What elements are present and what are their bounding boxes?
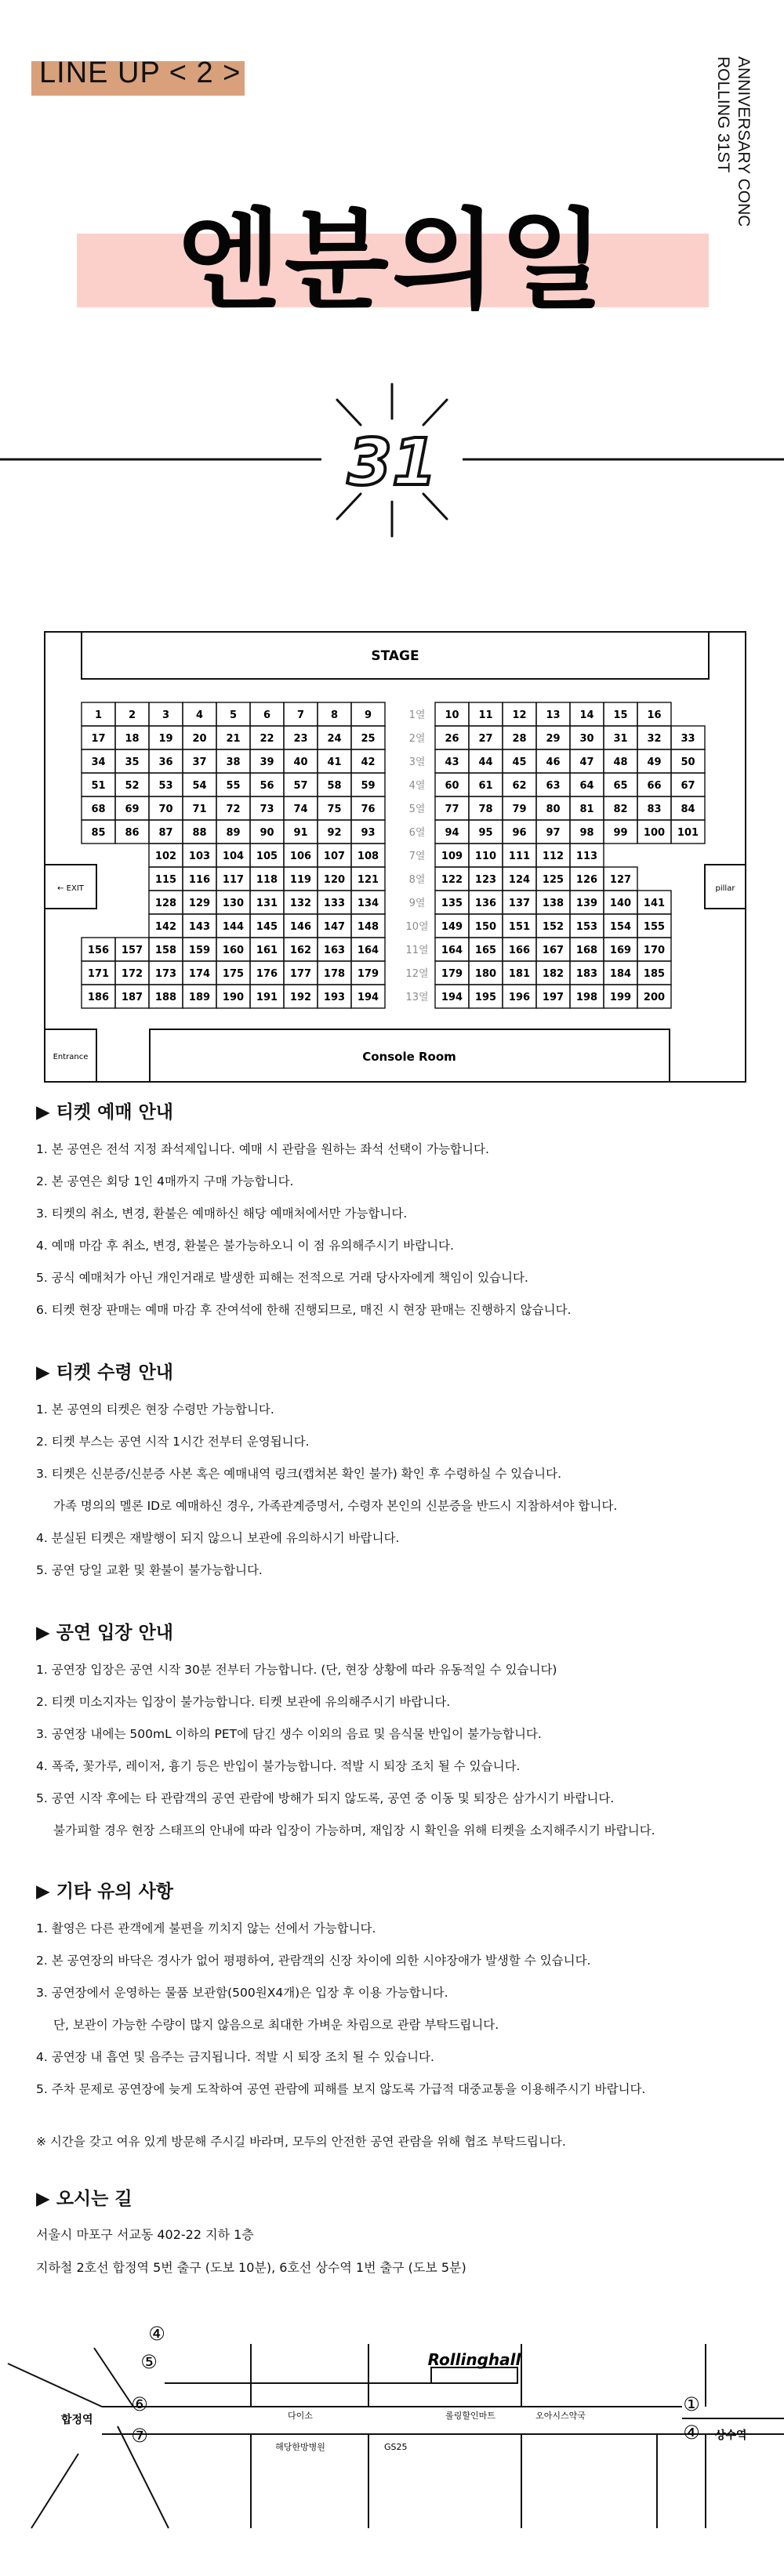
seat-number: 124 — [508, 874, 531, 886]
seat-number: 144 — [222, 921, 245, 933]
seat-number: 28 — [512, 733, 527, 745]
row-label: 12열 — [405, 968, 429, 980]
seat-number: 37 — [192, 756, 207, 768]
seat-number: 86 — [125, 827, 140, 839]
seat-number: 180 — [474, 968, 497, 980]
seat-number: 1 — [94, 709, 103, 721]
seat-number: 128 — [154, 898, 177, 909]
seat-number: 75 — [327, 804, 342, 815]
exit-label: ← EXIT — [57, 884, 84, 893]
seat-number: 135 — [441, 898, 463, 909]
seat-number: 74 — [293, 804, 308, 815]
seat-number: 30 — [579, 733, 594, 745]
seat-map — [44, 631, 746, 1083]
seat-number: 179 — [441, 968, 463, 980]
seat-number: 32 — [647, 733, 662, 745]
seat-number: 185 — [643, 968, 666, 980]
seat-number: 67 — [681, 780, 695, 792]
seat-number: 19 — [158, 733, 173, 745]
seat-number: 9 — [364, 709, 372, 721]
seat-number: 49 — [647, 756, 662, 768]
seat-number: 159 — [188, 945, 211, 956]
seat-number: 172 — [121, 968, 143, 980]
seat-number: 119 — [289, 874, 312, 886]
seat-number: 87 — [158, 827, 173, 839]
seat-number: 177 — [289, 968, 312, 980]
seat-number: 131 — [256, 898, 278, 909]
seat-number: 17 — [91, 733, 106, 745]
section-item: 1. 촬영은 다른 관객에게 불편을 끼치지 않는 선에서 가능합니다. — [36, 1921, 376, 1936]
seat-number: 99 — [613, 827, 628, 839]
seat-number: 183 — [575, 968, 598, 980]
seat-number: 56 — [260, 780, 274, 792]
seat-number: 24 — [327, 733, 342, 745]
section-item: 2. 본 공연장의 바닥은 경사가 없어 평평하여, 관람객의 신장 차이에 의한 시야장애가 발생할 수 있습니다. — [36, 1954, 591, 1968]
seat-number: 164 — [441, 945, 463, 956]
row-label: 8열 — [408, 874, 426, 886]
seat-number: 76 — [361, 804, 376, 815]
seat-number: 191 — [256, 992, 278, 1003]
seat-number: 157 — [121, 945, 143, 956]
row-label: 3열 — [408, 756, 426, 768]
console-room-label: Console Room — [362, 1050, 456, 1064]
seat-number: 22 — [260, 733, 274, 745]
seat-number: 113 — [575, 851, 598, 862]
seat-number: 40 — [293, 756, 308, 768]
gs25-label: GS25 — [384, 2442, 408, 2452]
emblem-number: 31 — [347, 426, 437, 500]
section-item: 2. 티켓 미소지자는 입장이 불가능합니다. 티켓 보관에 유의해주시기 바랍니다. — [36, 1695, 451, 1709]
seat-number: 118 — [256, 874, 278, 886]
seat-number: 160 — [222, 945, 245, 956]
seat-number: 98 — [579, 827, 594, 839]
seat-number: 190 — [222, 992, 245, 1003]
seat-number: 187 — [121, 992, 143, 1003]
admission-section — [36, 1616, 757, 1847]
exit-number: ⑦ — [131, 2425, 148, 2447]
seat-number: 66 — [647, 780, 662, 792]
pharmacy-label: 오아시스약국 — [535, 2411, 586, 2421]
west-station-label: 합정역 — [61, 2414, 93, 2426]
seat-number: 51 — [91, 780, 106, 792]
seat-number: 132 — [289, 898, 312, 909]
seat-number: 73 — [260, 804, 274, 815]
seat-number: 11 — [478, 709, 493, 721]
seat-number: 6 — [263, 709, 271, 721]
section-title: ▶ 기타 유의 사항 — [36, 1881, 174, 1902]
seat-number: 165 — [474, 945, 497, 956]
seat-number: 152 — [542, 921, 564, 933]
seat-number: 108 — [357, 851, 379, 862]
seat-number: 182 — [542, 968, 564, 980]
seat-number: 102 — [154, 851, 177, 862]
seat-number: 15 — [613, 709, 628, 721]
seat-number: 23 — [293, 733, 308, 745]
seat-number: 116 — [188, 874, 211, 886]
seat-number: 175 — [222, 968, 245, 980]
route-map — [0, 2293, 784, 2576]
seat-number: 16 — [647, 709, 662, 721]
side-line-1: ROLLING 31ST — [714, 56, 732, 173]
seat-number: 83 — [647, 804, 662, 815]
seat-number: 4 — [195, 709, 204, 721]
seat-number: 181 — [508, 968, 531, 980]
seat-number: 63 — [546, 780, 561, 792]
row-label: 11열 — [405, 945, 429, 956]
seat-number: 55 — [226, 780, 241, 792]
seat-number: 136 — [474, 898, 497, 909]
row-label: 13열 — [405, 992, 429, 1003]
directions-title: ▶ 오시는 길 — [36, 2189, 132, 2209]
seat-number: 151 — [508, 921, 531, 933]
seat-number: 150 — [474, 921, 497, 933]
seat-number: 197 — [542, 992, 564, 1003]
row-label: 2열 — [408, 733, 426, 745]
seat-number: 42 — [361, 756, 376, 768]
seat-number: 138 — [542, 898, 564, 909]
seat-number: 105 — [256, 851, 278, 862]
seat-number: 178 — [323, 968, 346, 980]
seat-number: 110 — [474, 851, 497, 862]
seat-number: 158 — [154, 945, 177, 956]
seat-number: 139 — [575, 898, 598, 909]
section-title: ▶ 티켓 수령 안내 — [36, 1362, 174, 1383]
seat-number: 123 — [474, 874, 497, 886]
seat-number: 196 — [508, 992, 531, 1003]
seat-number: 45 — [512, 756, 527, 768]
section-item: 3. 공연장에서 운영하는 물품 보관함(500원X4개)은 입장 후 이용 가능합니다. — [36, 1986, 448, 2000]
seat-number: 64 — [579, 780, 594, 792]
row-label: 9열 — [408, 898, 426, 909]
seat-number: 44 — [478, 756, 493, 768]
seat-number: 70 — [158, 804, 173, 815]
seat-number: 155 — [643, 921, 666, 933]
seat-number: 104 — [222, 851, 245, 862]
seat-number: 147 — [323, 921, 346, 933]
seat-number: 168 — [575, 945, 598, 956]
daiso-label: 다이소 — [288, 2411, 313, 2421]
section-item: 3. 티켓은 신분증/신분증 사본 혹은 예매내역 링크(캡쳐본 확인 불가) 확인 후 수령하실 수 있습니다. — [36, 1467, 562, 1481]
seat-number: 171 — [87, 968, 110, 980]
seat-number: 194 — [441, 992, 463, 1003]
side-line-2: ANNIVERSARY CONCERT — [735, 56, 753, 226]
seat-number: 69 — [125, 804, 140, 815]
seat-number: 133 — [323, 898, 346, 909]
row-label: 10열 — [405, 921, 429, 933]
seat-number: 61 — [478, 780, 493, 792]
seat-number: 189 — [188, 992, 211, 1003]
seat-number: 59 — [361, 780, 376, 792]
seat-number: 85 — [91, 827, 106, 839]
seat-number: 194 — [357, 992, 379, 1003]
hospital-label: 해당한방병원 — [275, 2442, 325, 2452]
ticket-pickup-section — [36, 1356, 757, 1587]
seat-number: 5 — [229, 709, 238, 721]
seat-number: 164 — [357, 945, 379, 956]
lineup-label: LINE UP < 2 > — [39, 56, 241, 89]
section-item: 5. 공연 당일 교환 및 환불이 불가능합니다. — [36, 1563, 263, 1577]
seat-number: 31 — [613, 733, 628, 745]
seat-number: 198 — [575, 992, 598, 1003]
section-item: 3. 공연장 내에는 500mL 이하의 PET에 담긴 생수 이외의 음료 및 음식물 반입이 불가능합니다. — [36, 1727, 542, 1741]
row-label: 6열 — [408, 827, 426, 839]
seat-number: 109 — [441, 851, 463, 862]
seat-number: 65 — [613, 780, 628, 792]
seat-number: 60 — [445, 780, 459, 792]
seat-number: 188 — [154, 992, 177, 1003]
seat-number: 149 — [441, 921, 463, 933]
seat-number: 142 — [154, 921, 177, 933]
seat-number: 134 — [357, 898, 379, 909]
seat-number: 179 — [357, 968, 379, 980]
seat-number: 3 — [162, 709, 170, 721]
section-item: 가족 명의의 멜론 ID로 예매하신 경우, 가족관계증명서, 수령자 본인의 신분증을 반드시 지참하셔야 합니다. — [53, 1499, 618, 1513]
seat-number: 52 — [125, 780, 140, 792]
section-item: 1. 공연장 입장은 공연 시작 30분 전부터 가능합니다. (단, 현장 상황에 따라 유동적일 수 있습니다) — [36, 1663, 557, 1677]
seat-number: 38 — [226, 756, 241, 768]
seat-number: 169 — [609, 945, 632, 956]
seat-number: 41 — [327, 756, 342, 768]
seat-number: 90 — [260, 827, 274, 839]
seat-number: 140 — [609, 898, 632, 909]
seat-number: 176 — [256, 968, 278, 980]
seat-number: 26 — [445, 733, 459, 745]
seat-number: 13 — [546, 709, 561, 721]
subway-text: 지하철 2호선 합정역 5번 출구 (도보 10분), 6호선 상수역 1번 출구 (도보 5분) — [36, 2260, 466, 2275]
seat-number: 82 — [613, 804, 628, 815]
seat-number: 174 — [188, 968, 211, 980]
mart-label: 롤링할인마트 — [445, 2411, 495, 2421]
exit-number: ④ — [683, 2422, 700, 2444]
section-item: 3. 티켓의 취소, 변경, 환불은 예매하신 해당 예매처에서만 가능합니다. — [36, 1206, 408, 1221]
seat-number: 88 — [192, 827, 207, 839]
page-title: 엔분의일 — [176, 198, 608, 324]
seat-number: 145 — [256, 921, 278, 933]
seat-number: 10 — [445, 709, 459, 721]
seat-number: 50 — [681, 756, 695, 768]
seat-number: 27 — [478, 733, 493, 745]
seat-number: 125 — [542, 874, 564, 886]
seat-number: 57 — [293, 780, 308, 792]
seat-number: 96 — [512, 827, 527, 839]
seat-number: 21 — [226, 733, 241, 745]
section-item: 4. 분실된 티켓은 재발행이 되지 않으니 보관에 유의하시기 바랍니다. — [36, 1531, 400, 1545]
row-label: 7열 — [408, 851, 426, 862]
seat-number: 12 — [512, 709, 527, 721]
section-item: 2. 티켓 부스는 공연 시작 1시간 전부터 운영됩니다. — [36, 1435, 310, 1449]
seat-number: 161 — [256, 945, 278, 956]
section-item: 단, 보관이 가능한 수량이 많지 않음으로 최대한 가벼운 차림으로 관람 부탁드립니다. — [53, 2018, 499, 2032]
seat-number: 33 — [681, 733, 695, 745]
seat-number: 8 — [330, 709, 339, 721]
venue-label: Rollinghall — [427, 2350, 521, 2369]
seat-number: 143 — [188, 921, 211, 933]
seat-number: 184 — [609, 968, 632, 980]
exit-number: ⑤ — [140, 2351, 158, 2373]
seat-number: 120 — [323, 874, 346, 886]
seat-number: 195 — [474, 992, 497, 1003]
seat-number: 62 — [512, 780, 527, 792]
seat-number: 173 — [154, 968, 177, 980]
row-label: 5열 — [408, 804, 426, 815]
address-text: 서울시 마포구 서교동 402-22 지하 1층 — [36, 2227, 254, 2242]
section-item: 6. 티켓 현장 판매는 예매 마감 후 잔여석에 한해 진행되므로, 매진 시 현장 판매는 진행하지 않습니다. — [36, 1303, 572, 1317]
seat-number: 127 — [609, 874, 632, 886]
section-item: 불가피할 경우 현장 스태프의 안내에 따라 입장이 가능하며, 재입장 시 확인을 위해 티켓을 소지해주시기 바랍니다. — [53, 1823, 655, 1838]
seat-number: 100 — [643, 827, 666, 839]
seat-number: 112 — [542, 851, 564, 862]
emblem-burst — [0, 368, 784, 588]
stage-label: STAGE — [371, 648, 419, 664]
seat-number: 53 — [158, 780, 173, 792]
seat-number: 68 — [91, 804, 106, 815]
seat-number: 121 — [357, 874, 379, 886]
seat-number: 93 — [361, 827, 376, 839]
seat-number: 170 — [643, 945, 666, 956]
seat-number: 107 — [323, 851, 346, 862]
seat-number: 199 — [609, 992, 632, 1003]
seat-number: 162 — [289, 945, 312, 956]
seat-number: 79 — [512, 804, 527, 815]
section-title: ▶ 공연 입장 안내 — [36, 1623, 174, 1643]
ticket-booking-section — [36, 1096, 757, 1326]
seat-number: 167 — [542, 945, 564, 956]
seat-number: 97 — [546, 827, 561, 839]
seat-number: 163 — [323, 945, 346, 956]
seat-number: 111 — [508, 851, 531, 862]
seat-number: 35 — [125, 756, 140, 768]
seat-number: 2 — [128, 709, 136, 721]
seat-number: 58 — [327, 780, 342, 792]
seat-number: 20 — [192, 733, 207, 745]
seat-number: 192 — [289, 992, 312, 1003]
section-item: 1. 본 공연의 티켓은 현장 수령만 가능합니다. — [36, 1402, 274, 1417]
seat-number: 91 — [293, 827, 308, 839]
seat-number: 25 — [361, 733, 376, 745]
section-item: 1. 본 공연은 전석 지정 좌석제입니다. 예매 시 관람을 원하는 좌석 선택이 가능합니다. — [36, 1142, 489, 1156]
other-notes-section — [36, 1875, 757, 2106]
seat-number: 126 — [575, 874, 598, 886]
row-label: 1열 — [408, 709, 426, 721]
seat-number: 148 — [357, 921, 379, 933]
section-item: 4. 폭죽, 꽃가루, 레이저, 흉기 등은 반입이 불가능합니다. 적발 시 퇴장 조치 될 수 있습니다. — [36, 1759, 521, 1773]
section-item: 5. 주차 문제로 공연장에 늦게 도착하여 공연 관람에 피해를 보지 않도록 가급적 대중교통을 이용해주시기 바랍니다. — [36, 2082, 646, 2096]
seat-number: 200 — [643, 992, 666, 1003]
seat-number: 29 — [546, 733, 561, 745]
seat-number: 106 — [289, 851, 312, 862]
seat-number: 154 — [609, 921, 632, 933]
seat-number: 186 — [87, 992, 110, 1003]
seat-number: 46 — [546, 756, 561, 768]
seat-number: 36 — [158, 756, 173, 768]
exit-number: ① — [683, 2393, 700, 2415]
seat-number: 95 — [478, 827, 493, 839]
seat-number: 72 — [226, 804, 241, 815]
seat-number: 77 — [445, 804, 459, 815]
seat-number: 137 — [508, 898, 531, 909]
east-station-label: 상수역 — [715, 2429, 747, 2442]
seat-number: 89 — [226, 827, 241, 839]
seat-number: 101 — [677, 827, 699, 839]
seat-number: 156 — [87, 945, 110, 956]
seat-number: 146 — [289, 921, 312, 933]
entrance-label: Entrance — [53, 1053, 89, 1061]
seat-number: 115 — [154, 874, 177, 886]
seat-number: 94 — [445, 827, 459, 839]
section-item: 4. 예매 마감 후 취소, 변경, 환불은 불가능하오니 이 점 유의해주시기 바랍니다. — [36, 1239, 454, 1253]
pillar-label: pillar — [715, 884, 735, 893]
seat-number: 7 — [296, 709, 305, 721]
seat-number: 84 — [681, 804, 695, 815]
section-item: 2. 본 공연은 회당 1인 4매까지 구매 가능합니다. — [36, 1174, 294, 1188]
seat-number: 117 — [222, 874, 245, 886]
seat-number: 18 — [125, 733, 140, 745]
seat-number: 130 — [222, 898, 245, 909]
seat-number: 71 — [192, 804, 207, 815]
section-item: 4. 공연장 내 흡연 및 음주는 금지됩니다. 적발 시 퇴장 조치 될 수 있습니다. — [36, 2050, 434, 2064]
seat-number: 39 — [260, 756, 274, 768]
seat-number: 34 — [91, 756, 106, 768]
seat-number: 47 — [579, 756, 594, 768]
seat-number: 166 — [508, 945, 531, 956]
section-item: 5. 공연 시작 후에는 타 관람객의 공연 관람에 방해가 되지 않도록, 공연 중 이동 및 퇴장은 삼가시기 바랍니다. — [36, 1791, 615, 1805]
exit-number: ⑥ — [131, 2393, 148, 2415]
seat-number: 14 — [579, 709, 594, 721]
seat-number: 193 — [323, 992, 346, 1003]
notice-text: ※ 시간을 갖고 여유 있게 방문해 주시길 바라며, 모두의 안전한 공연 관람을 위해 협조 부탁드립니다. — [36, 2135, 566, 2149]
seat-number: 92 — [327, 827, 342, 839]
seat-number: 43 — [445, 756, 459, 768]
seat-number: 129 — [188, 898, 211, 909]
seat-number: 103 — [188, 851, 211, 862]
seat-number: 48 — [613, 756, 628, 768]
seat-number: 80 — [546, 804, 561, 815]
seat-number: 54 — [192, 780, 207, 792]
seat-number: 141 — [643, 898, 666, 909]
section-item: 5. 공식 예매처가 아닌 개인거래로 발생한 피해는 전적으로 거래 당사자에게 책임이 있습니다. — [36, 1271, 528, 1285]
seat-number: 153 — [575, 921, 598, 933]
row-label: 4열 — [408, 780, 426, 792]
seat-number: 81 — [579, 804, 594, 815]
seat-number: 78 — [478, 804, 493, 815]
exit-number: ④ — [148, 2323, 165, 2345]
seat-number: 122 — [441, 874, 463, 886]
section-title: ▶ 티켓 예매 안내 — [36, 1102, 174, 1123]
